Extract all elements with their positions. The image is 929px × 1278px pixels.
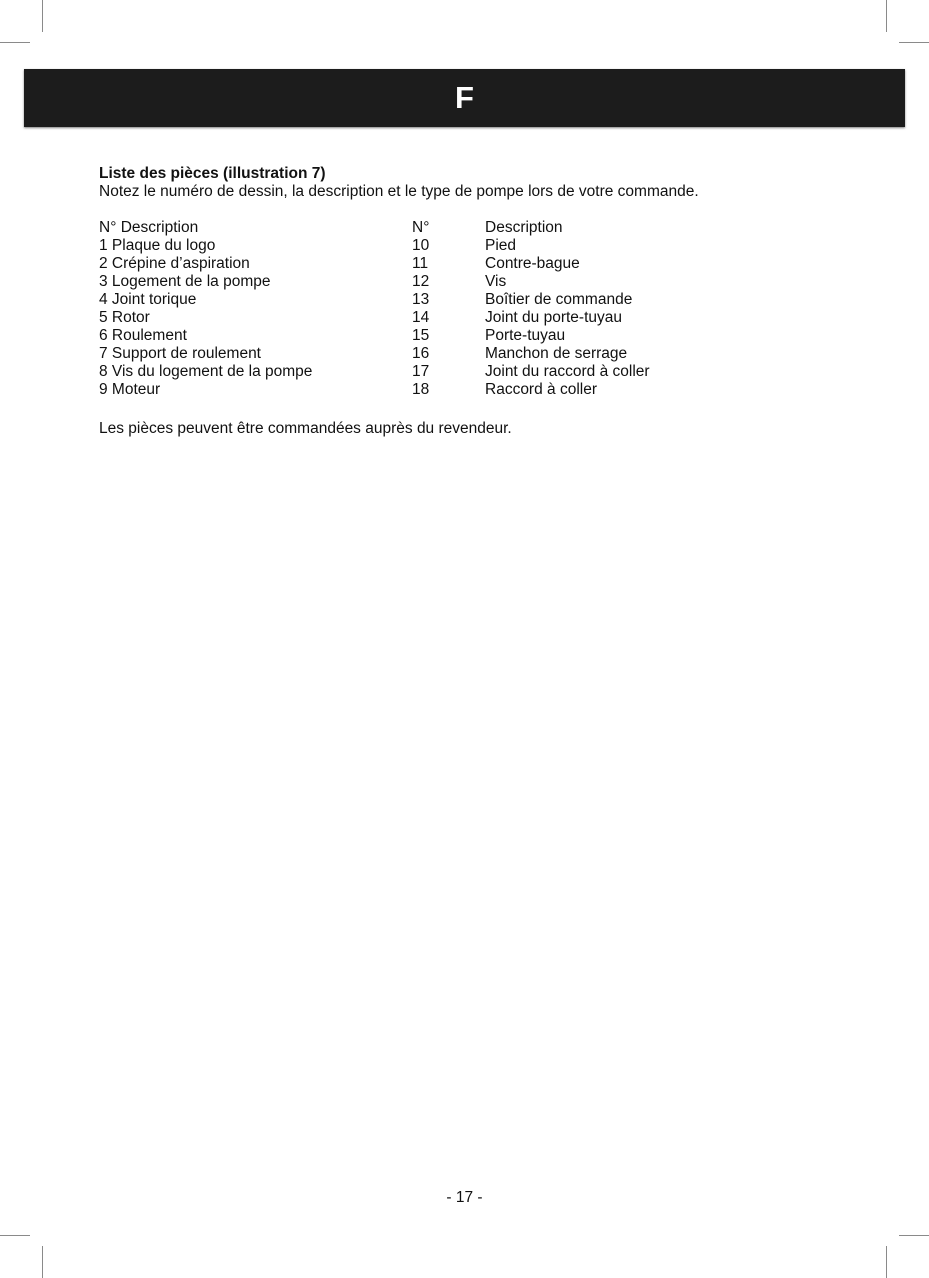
parts-left-row: 2 Crépine d’aspiration bbox=[99, 255, 250, 272]
parts-right-number: 18 bbox=[412, 381, 430, 398]
crop-mark-top-right-horizontal bbox=[899, 42, 929, 43]
parts-right-description: Joint du raccord à coller bbox=[485, 363, 650, 380]
parts-right-number: 13 bbox=[412, 291, 430, 308]
parts-list-intro: Notez le numéro de dessin, la description et le type de pompe lors de votre commande. bbox=[99, 183, 699, 200]
parts-table bbox=[99, 219, 859, 399]
crop-mark-top-right-vertical bbox=[886, 0, 887, 32]
parts-right-description: Porte-tuyau bbox=[485, 327, 566, 344]
parts-left-row: 8 Vis du logement de la pompe bbox=[99, 363, 313, 380]
page-number: - 17 - bbox=[446, 1189, 483, 1206]
parts-right-description: Pied bbox=[485, 237, 517, 254]
parts-right-description-header: Description bbox=[485, 219, 563, 236]
parts-right-number: 12 bbox=[412, 273, 430, 290]
parts-right-description: Raccord à coller bbox=[485, 381, 597, 398]
crop-mark-bottom-left-vertical bbox=[42, 1246, 43, 1278]
parts-left-row: 5 Rotor bbox=[99, 309, 150, 326]
parts-right-description: Vis bbox=[485, 273, 507, 290]
parts-list-section bbox=[99, 165, 859, 438]
section-header-bar bbox=[24, 69, 905, 127]
parts-left-row: 3 Logement de la pompe bbox=[99, 273, 271, 290]
crop-mark-bottom-right-vertical bbox=[886, 1246, 887, 1278]
parts-right-description: Boîtier de commande bbox=[485, 291, 633, 308]
parts-left-header: N° Description bbox=[99, 219, 199, 236]
parts-order-note: Les pièces peuvent être commandées auprès du revendeur. bbox=[99, 420, 512, 437]
parts-right-number: 11 bbox=[412, 255, 429, 272]
parts-right-number: 17 bbox=[412, 363, 430, 380]
parts-left-row: 9 Moteur bbox=[99, 381, 161, 398]
section-letter: F bbox=[455, 80, 474, 115]
parts-column-left bbox=[99, 219, 399, 399]
crop-mark-bottom-right-horizontal bbox=[899, 1235, 929, 1236]
crop-mark-top-left-vertical bbox=[42, 0, 43, 32]
crop-mark-top-left-horizontal bbox=[0, 42, 30, 43]
parts-left-row: 4 Joint torique bbox=[99, 291, 197, 308]
parts-right-number: 14 bbox=[412, 309, 430, 326]
parts-right-description: Manchon de serrage bbox=[485, 345, 628, 362]
parts-left-row: 6 Roulement bbox=[99, 327, 187, 344]
parts-left-row: 7 Support de roulement bbox=[99, 345, 261, 362]
parts-list-title: Liste des pièces (illustration 7) bbox=[99, 165, 326, 182]
parts-right-number-header: N° bbox=[412, 219, 430, 236]
parts-column-right-number bbox=[412, 219, 452, 399]
parts-left-row: 1 Plaque du logo bbox=[99, 237, 216, 254]
parts-right-number: 16 bbox=[412, 345, 430, 362]
parts-right-number: 10 bbox=[412, 237, 430, 254]
parts-right-description: Contre-bague bbox=[485, 255, 580, 272]
crop-mark-bottom-left-horizontal bbox=[0, 1235, 30, 1236]
parts-column-right-description bbox=[485, 219, 785, 399]
parts-right-description: Joint du porte-tuyau bbox=[485, 309, 623, 326]
parts-right-number: 15 bbox=[412, 327, 430, 344]
